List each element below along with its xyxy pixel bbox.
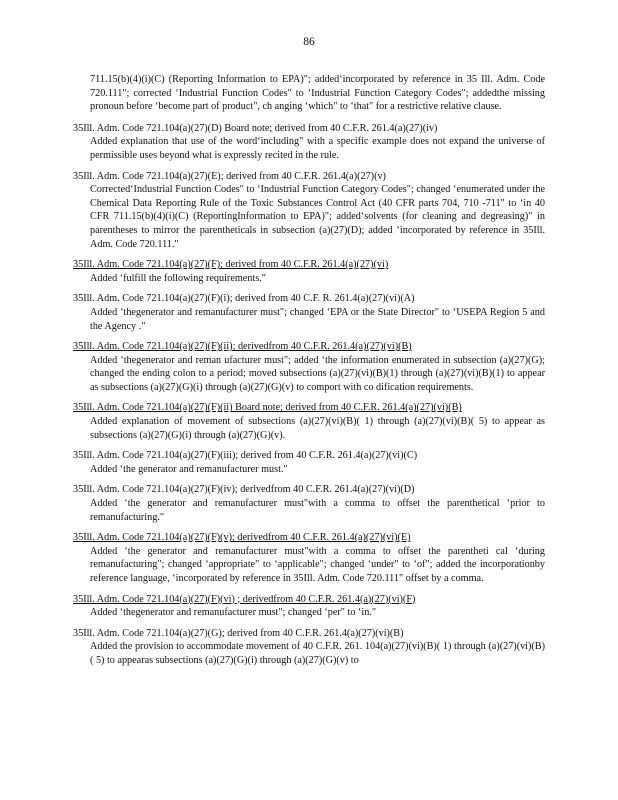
- citation-entry: [73, 593, 545, 620]
- entry-body: Added explanation of movement of subsections (a)(27)(vi)(B)( 1) through (a)(27)(vi)(B)( 5) to appear as subsections (a)(27)(G)(i) through (a)(27)(G)(v).: [90, 416, 545, 441]
- document-body: [73, 73, 545, 675]
- citation-heading: 35Ill. Adm. Code 721.104(a)(27)(F)(v); derivedfrom 40 C.F.R. 261.4(a)(27)(vi)(E): [73, 532, 411, 544]
- citation-heading: 35Ill. Adm. Code 721.104(a)(27)(G); derived from 40 C.F.R. 261.4(a)(27)(vi)(B): [73, 627, 404, 639]
- citation-entry: [73, 292, 545, 333]
- citation-heading: 35Ill. Adm. Code 721.104(a)(27)(F)(iv); derivedfrom 40 C.F.R. 261.4(a)(27)(vi)(D): [73, 484, 415, 496]
- citation-entry: [73, 531, 545, 585]
- entry-body: 711.15(b)(4)(i)(C) (Reporting Information to EPA)"; added‘incorporated by reference in 35 Ill. Adm. Code 720.111"; corrected ‘Industrial Function Codes" to ‘Industrial Function Category Codes"; addedthe missing pronoun before ‘become part of product", ch anging ‘which" to ‘that" for a restrictive relative clause.: [90, 74, 545, 113]
- entry-body: Added ‘the generator and remanufacturer must"with a comma to offset the parenthetical ‘prior to remanufacturing.": [90, 498, 545, 523]
- entry-body: Added ‘the generator and remanufacturer must"with a comma to offset the parentheti cal ‘during remanufacturing"; changed ‘appropriate" to ‘applicable"; changed ‘under" to ‘of"; added the incorporationby reference language, ‘incorporated by reference in 35Ill. Adm. Code 720.111" offset by a comma.: [90, 545, 545, 584]
- citation-heading: 35Ill. Adm. Code 721.104(a)(27)(F)(vi) ; derivedfrom 40 C.F.R. 261.4(a)(27)(vi)(F): [73, 593, 416, 605]
- citation-entry: [73, 258, 545, 285]
- citation-heading: 35Ill. Adm. Code 721.104(a)(27)(F); derived from 40 C.F.R. 261.4(a)(27)(vi): [73, 259, 389, 271]
- entry-body: Added ‘the generator and remanufacturer must.": [90, 463, 288, 475]
- citation-entry: [73, 340, 545, 394]
- citation-entry: [73, 449, 545, 476]
- entry-body: Added ‘thegenerator and reman ufacturer must"; added ‘the information enumerated in subsection (a)(27)(G); changed the ending colon to a period; moved subsections (a)(27)(vi)(B)(1) through (a)(27)(vi)(B)(1) to appear as subsections (a)(27)(G)(i) through (a)(27)(G)(v) to comport with co dification requirements.: [90, 354, 545, 393]
- citation-entry: [73, 122, 545, 163]
- citation-entry: [73, 627, 545, 668]
- entry-body: Added ‘fulfill the following requirements.": [90, 272, 266, 284]
- entry-body: Added explanation that use of the word‘including" with a specific example does not expand the universe of permissible uses beyond what is expressly recited in the rule.: [90, 136, 545, 161]
- continued-entry: [73, 73, 545, 114]
- citation-entry: [73, 170, 545, 252]
- citation-heading: 35Ill. Adm. Code 721.104(a)(27)(F)(ii) Board note; derived from 40 C.F.R. 261.4(a)(27)(vi)(B): [73, 402, 462, 414]
- entry-body: Added the provision to accommodate movement of 40 C.F.R. 261. 104(a)(27)(vi)(B)( 1) through (a)(27)(vi)(B)( 5) to appearas subsections (a)(27)(G)(i) through (a)(27)(G)(v) to: [90, 641, 545, 666]
- entry-body: Added ‘thegenerator and remanufacturer must"; changed ‘per" to ‘in.": [90, 607, 377, 619]
- citation-heading: 35Ill. Adm. Code 721.104(a)(27)(F)(i); derived from 40 C.F. R. 261.4(a)(27)(vi)(A): [73, 293, 415, 305]
- citation-heading: 35Ill. Adm. Code 721.104(a)(27)(D) Board note; derived from 40 C.F.R. 261.4(a)(27)(iv): [73, 122, 438, 134]
- entry-body: Corrected‘Industrial Function Codes" to ‘Industrial Function Category Codes"; changed ‘enumerated under the Chemical Data Reporting Rule of the Toxic Substances Control Act (40 CFR parts 704, 710 -711" to ‘in 40 CFR 711.15(b)(4)(i)(C) (ReportingInformation to EPA)"; added‘solvents (for cleaning and degreasing)" in parentheses to mirror the parentheticals in subsection (a)(27)(D); added ‘incorporated by reference in 35Ill. Adm. Code 720.111.": [90, 184, 545, 250]
- citation-heading: 35Ill. Adm. Code 721.104(a)(27)(F)(ii); derivedfrom 40 C.F.R. 261.4(a)(27)(vi)(B): [73, 341, 412, 353]
- citation-heading: 35Ill. Adm. Code 721.104(a)(27)(E); derived from 40 C.F.R. 261.4(a)(27)(v): [73, 170, 386, 182]
- entry-body: Added ‘thegenerator and remanufacturer must"; changed ‘EPA or the State Director" to ‘USEPA Region 5 and the Agency .": [90, 306, 545, 332]
- page-number: 86: [303, 36, 315, 48]
- citation-entry: [73, 483, 545, 524]
- citation-entry: [73, 401, 545, 442]
- citation-heading: 35Ill. Adm. Code 721.104(a)(27)(F)(iii); derived from 40 C.F.R. 261.4(a)(27)(vi)(C): [73, 450, 418, 462]
- entry-list: [73, 122, 545, 668]
